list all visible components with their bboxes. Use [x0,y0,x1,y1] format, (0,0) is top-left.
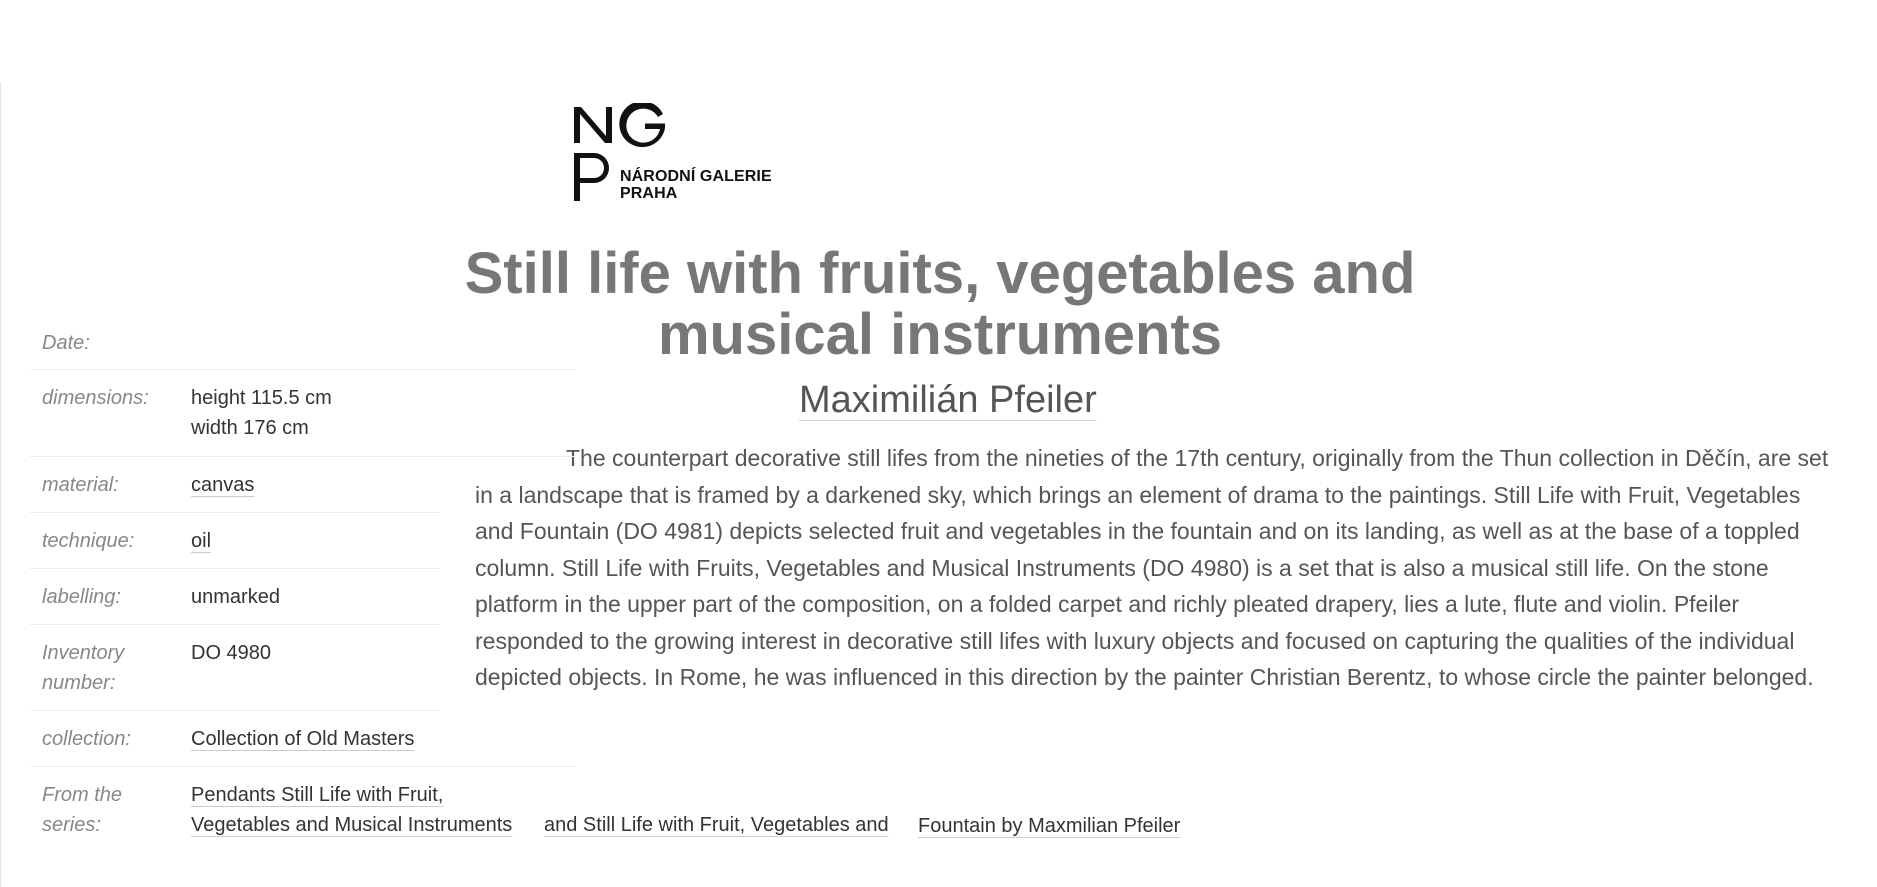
detail-row-technique [30,513,440,569]
detail-value-labelling: unmarked [191,586,280,608]
detail-label-dimensions: dimensions: [42,387,149,409]
detail-label-series-line1: From the [42,784,123,806]
detail-value-width: width 176 cm [191,417,309,439]
series-link-2[interactable]: and Still Life with Fruit, Vegetables and [544,814,889,836]
artwork-description: The counterpart decorative still lifes from the nineties of the 17th century, originally from the Thun collection in Děčín, are set in a landscape that is framed by a darkened sky, which brings an element of drama to the paintings. Still Life with Fruit, Vegetables and Fountain (DO 4981) depicts selected fruit and vegetables in the fountain and on its landing, as well as at the base of a toppled column. Still Life with Fruits, Vegetables and Musical Instruments (DO 4980) is a set that is also a musical still life. On the stone platform in the upper part of the composition, on a folded carpet and richly pleated drapery, lies a lute, flute and violin. Pfeiler responded to the growing interest in decorative still lifes with luxury objects and focused on capturing the qualities of the individual depicted objects. In Rome, he was influenced in this direction by the painter Christian Berentz, to whose circle the painter belonged. [475,445,1829,690]
artwork-title: Still life with fruits, vegetables and musical instruments [464,241,1416,367]
detail-label-labelling: labelling: [42,586,121,608]
technique-link[interactable]: oil [191,530,212,552]
detail-row-material [30,457,440,513]
detail-label-inventory-line2: number: [42,672,116,694]
detail-row-inventory [30,625,440,711]
series-link-3[interactable]: Fountain by Maxmilian Pfeiler [918,815,1181,837]
detail-label-collection: collection: [42,728,131,750]
ngp-logo[interactable] [574,103,784,201]
collection-link[interactable]: Collection of Old Masters [191,728,415,750]
detail-row-date [30,318,575,370]
artist-link[interactable]: Maximilián Pfeiler [799,379,1097,421]
detail-label-date: Date: [42,332,90,354]
detail-value-inventory: DO 4980 [191,642,272,664]
detail-row-series [30,767,1181,847]
material-link[interactable]: canvas [191,474,255,496]
detail-value-height: height 115.5 cm [191,387,332,409]
series-link-1-line2[interactable]: Vegetables and Musical Instruments [191,814,513,836]
detail-row-dimensions [30,370,575,457]
logo-text-line2: PRAHA [620,185,678,202]
logo-text-line1: NÁRODNÍ GALERIE [620,168,772,185]
left-edge-divider [0,82,1,887]
detail-label-technique: technique: [42,530,135,552]
detail-row-labelling [30,569,440,625]
detail-label-material: material: [42,474,119,496]
series-link-1-line1[interactable]: Pendants Still Life with Fruit, [191,784,444,806]
detail-label-inventory-line1: Inventory [42,642,125,664]
detail-label-series-line2: series: [42,814,101,836]
detail-row-collection [30,711,575,767]
